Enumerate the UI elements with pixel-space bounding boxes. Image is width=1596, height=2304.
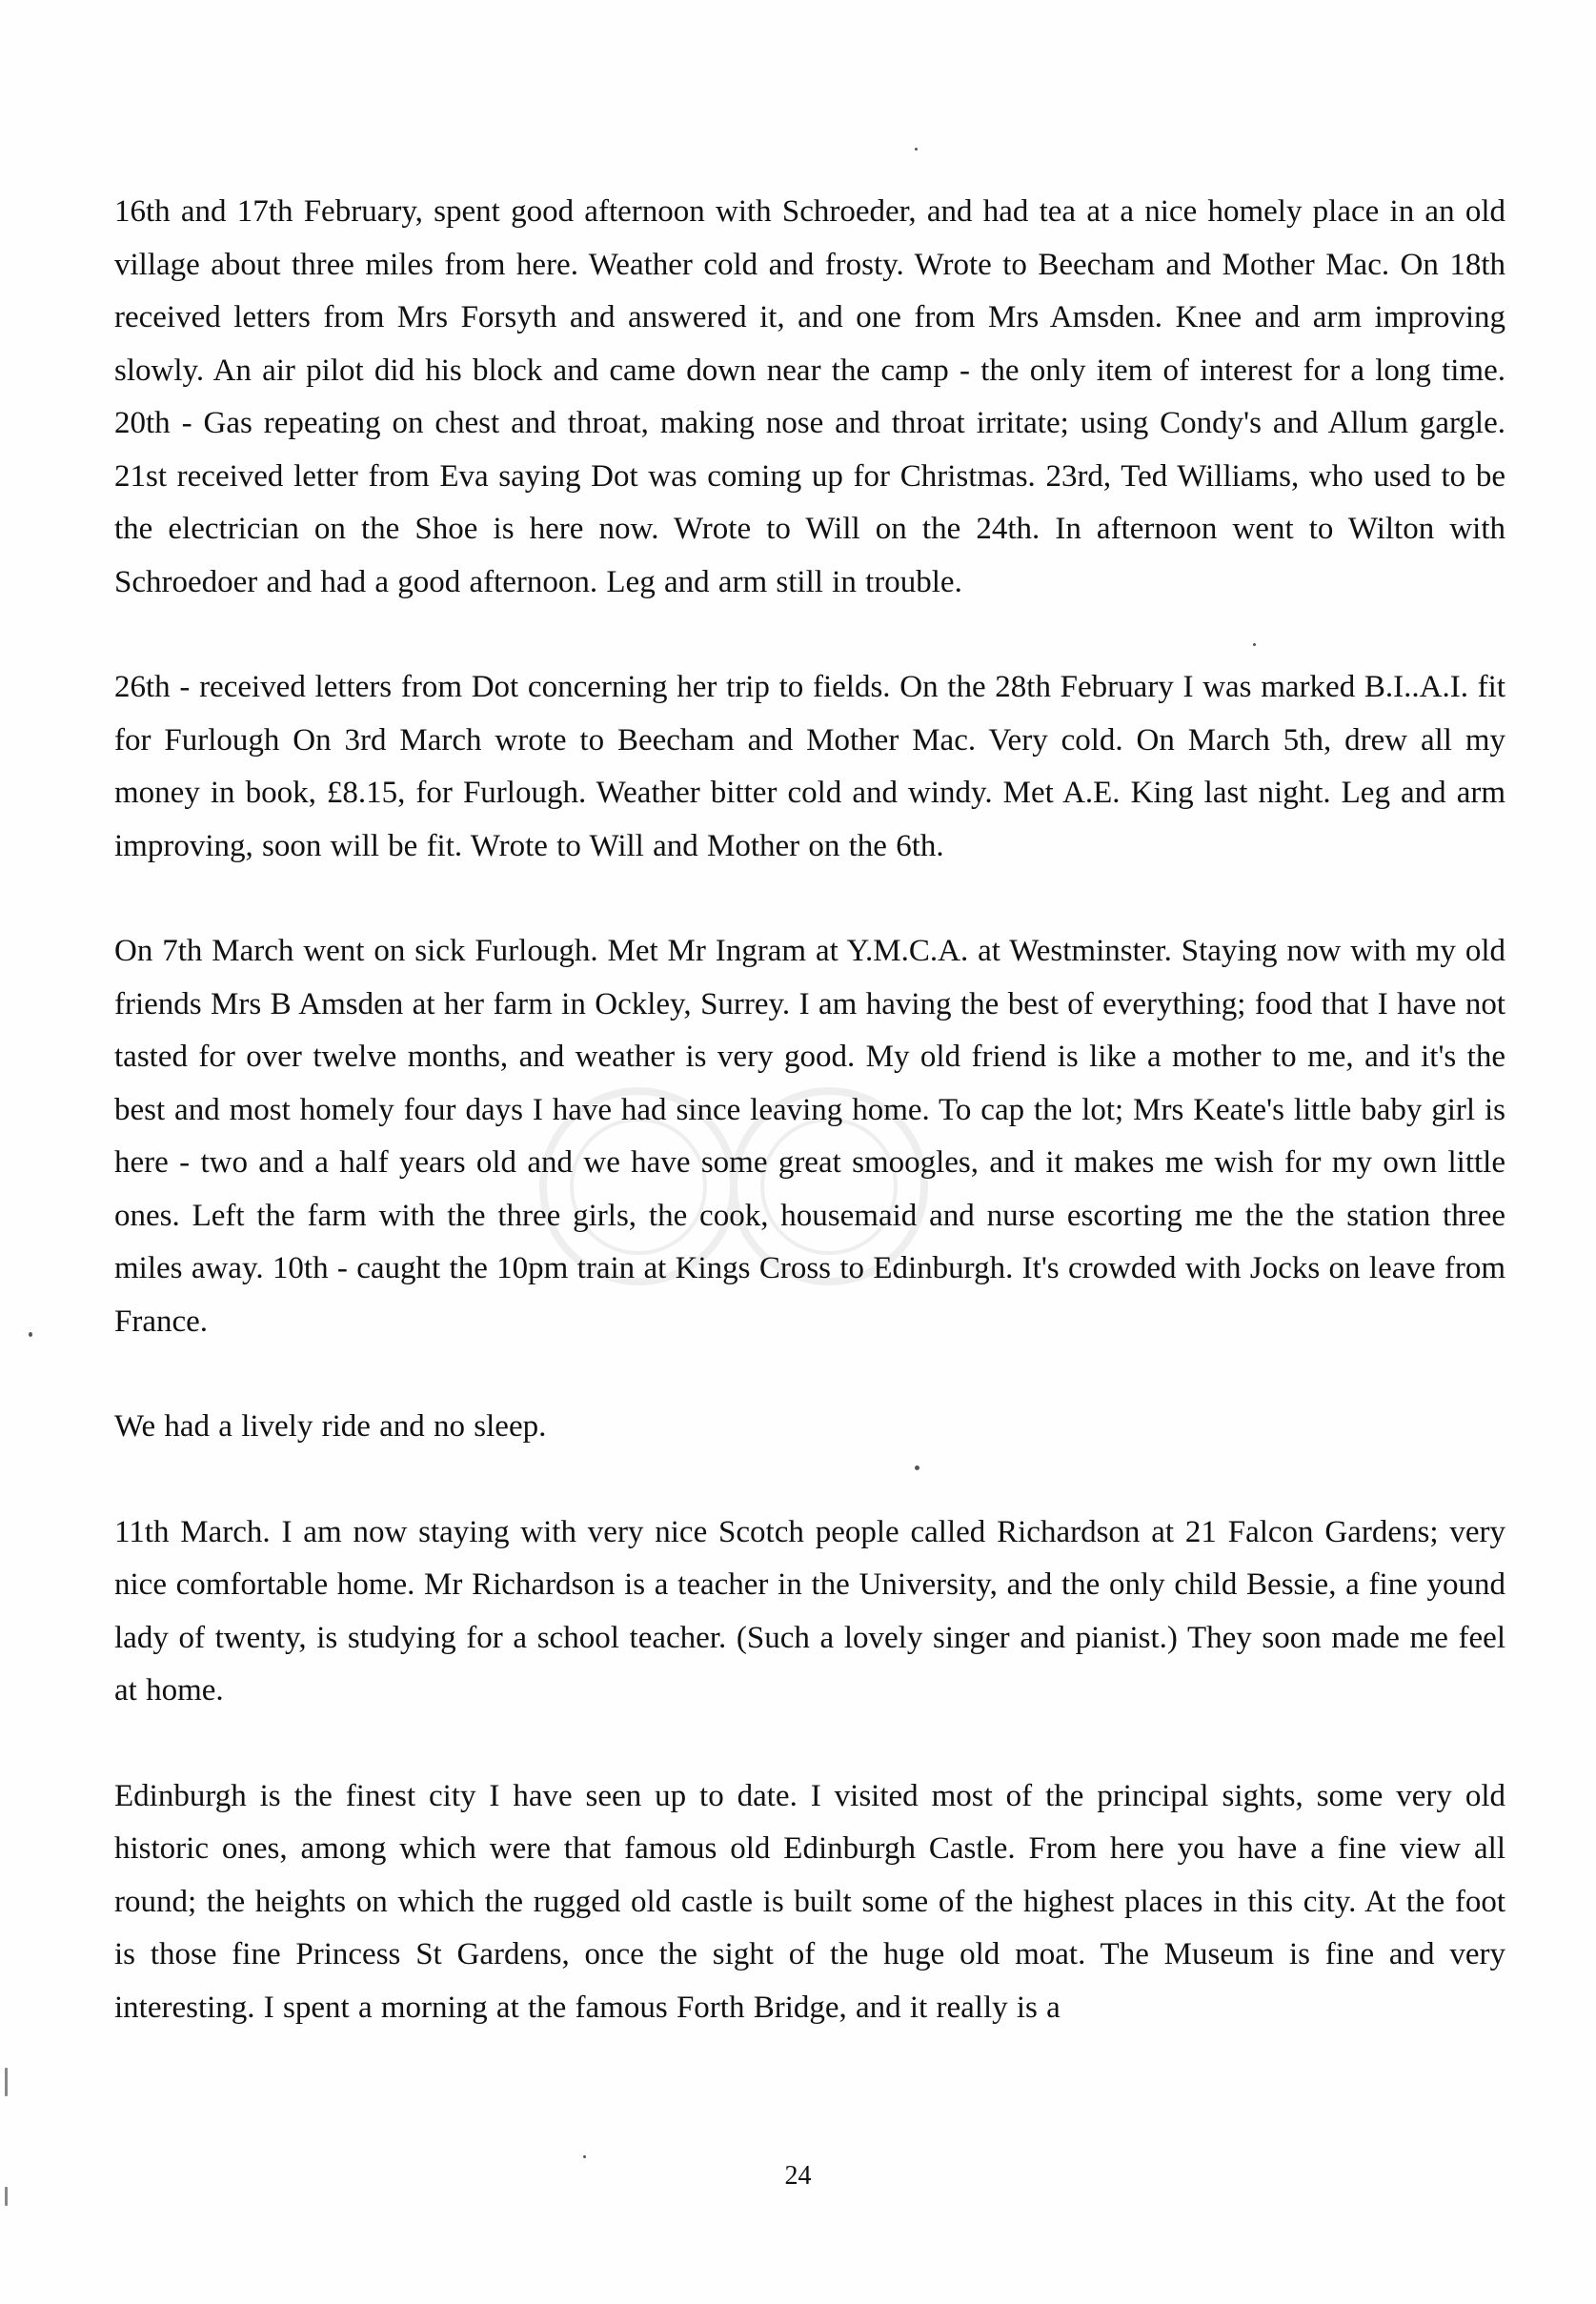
scan-speck (915, 148, 918, 151)
paragraph-furlough-fit: 26th - received letters from Dot concerning her trip to fields. On the 28th February I was marked B.I..A.I. fit for Furlough On 3rd March wrote to Beecham and Mother Mac. Very cold. On March 5th, drew all my money in book, £8.15, for Furlough. Weather bitter cold and windy. Met A.E. King last night. Leg and arm improving, soon will be fit. Wrote to Will and Mother on the 6th. (114, 670, 1505, 863)
paragraph-sick-furlough: On 7th March went on sick Furlough. Met Mr Ingram at Y.M.C.A. at Westminster. Staying now with my old friends Mrs B Amsden at her farm in Ockley, Surrey. I am having the best of everything; food that I have not tasted for over twelve months, and weather is very good. My old friend is like a mother to me, and it's the best and most homely four days I have had since leaving home. To cap the lot; Mrs Keate's little baby girl is here - two and a half years old and we have some great smoogles, and it makes me wish for my own little ones. Left the farm with the three girls, the cook, housemaid and nurse escorting me the the station three miles away. 10th - caught the 10pm train at Kings Cross to Edinburgh. It's crowded with Jocks on leave from France. (114, 934, 1505, 1339)
paragraph-edinburgh: Edinburgh is the finest city I have seen up to date. I visited most of the principal sights, some very old historic ones, among which were that famous old Edinburgh Castle. From here you have a fine view all round; the heights on which the rugged old castle is built some of the highest places in this city. At the foot is those fine Princess St Gardens, once the sight of the huge old moat. The Museum is fine and very interesting. I spent a morning at the famous Forth Bridge, and it really is a (114, 1778, 1505, 2025)
document-body (114, 186, 1505, 2087)
paragraph-richardson: 11th March. I am now staying with very nice Scotch people called Richardson at 21 Falcon Gardens; very nice comfortable home. Mr Richardson is a teacher in the University, and the only child Bessie, a fine yound lady of twenty, is studying for a school teacher. (Such a lovely singer and pianist.) They soon made me feel at home. (114, 1514, 1505, 1708)
page-number: 24 (784, 2161, 812, 2191)
scan-speck (5, 2187, 8, 2206)
scan-speck (1253, 643, 1256, 646)
scan-speck (29, 1332, 32, 1337)
scan-speck (915, 1465, 919, 1470)
scan-speck (583, 2155, 586, 2158)
scan-speck (5, 2068, 8, 2096)
paragraph-february: 16th and 17th February, spent good afternoon with Schroeder, and had tea at a nice homely place in an old village about three miles from here. Weather cold and frosty. Wrote to Beecham and Mother Mac. On 18th received letters from Mrs Forsyth and answered it, and one from Mrs Amsden. Knee and arm improving slowly. An air pilot did his block and came down near the camp - the only item of interest for a long time. 20th - Gas repeating on chest and throat, making nose and throat irritate; using Condy's and Allum gargle. 21st received letter from Eva saying Dot was coming up for Christmas. 23rd, Ted Williams, who used to be the electrician on the Shoe is here now. Wrote to Will on the 24th. In afternoon went to Wilton with Schroedoer and had a good afternoon. Leg and arm still in trouble. (114, 194, 1505, 599)
paragraph-lively-ride: We had a lively ride and no sleep. (114, 1409, 547, 1444)
